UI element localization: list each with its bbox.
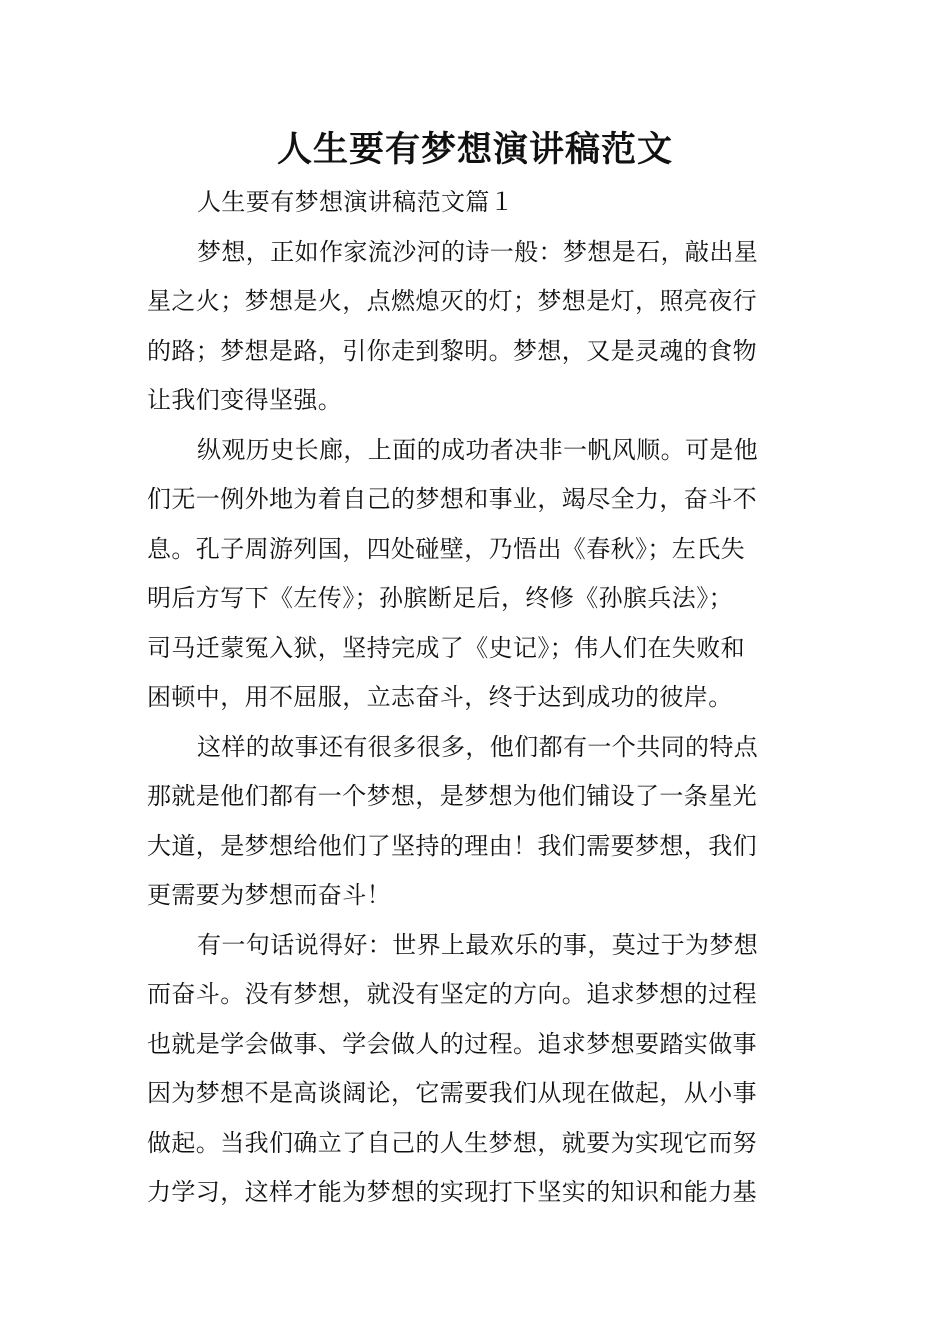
paragraph-line: 因为梦想不是高谈阔论，它需要我们从现在做起，从小事 [147,1079,757,1107]
paragraph-line: 们无一例外地为着自己的梦想和事业，竭尽全力，奋斗不 [147,485,757,513]
paragraph-line: 纵观历史长廊，上面的成功者决非一帆风顺。可是他 [197,435,759,464]
paragraph-line: 的路；梦想是路，引你走到黎明。梦想，又是灵魂的食物 [147,336,757,365]
paragraph-1 [147,228,809,426]
paragraph-line: 这样的故事还有很多很多，他们都有一个共同的特点 [197,732,759,761]
paragraph-line: 司马迁蒙冤入狱，坚持完成了《史记》；伟人们在失败和 [147,633,745,662]
paragraph-line: 而奋斗。没有梦想，就没有坚定的方向。追求梦想的过程 [147,980,757,1008]
paragraph-line: 息。孔子周游列国，四处碰壁，乃悟出《春秋》；左氏失 [147,534,745,563]
paragraph-line: 更需要为梦想而奋斗！ [147,881,391,909]
paragraph-line: 明后方写下《左传》；孙膑断足后，终修《孙膑兵法》； [147,584,733,612]
paragraph-2 [147,426,809,723]
paragraph-line: 有一句话说得好：世界上最欢乐的事，莫过于为梦想 [197,930,759,959]
paragraph-line: 那就是他们都有一个梦想，是梦想为他们铺设了一条星光 [147,782,757,810]
paragraph-4 [147,921,809,1218]
document-subtitle: 人生要有梦想演讲稿范文篇１ [197,188,515,216]
paragraph-3 [147,723,809,921]
paragraph-line: 力学习，这样才能为梦想的实现打下坚实的知识和能力基 [147,1178,757,1206]
paragraph-line: 梦想，正如作家流沙河的诗一般：梦想是石，敲出星 [197,237,759,266]
document-title: 人生要有梦想演讲稿范文 [276,130,673,170]
paragraph-line: 星之火；梦想是火，点燃熄灭的灯；梦想是灯，照亮夜行 [147,287,757,315]
paragraph-line: 也就是学会做事、学会做人的过程。追求梦想要踏实做事 [147,1029,757,1058]
document-body [147,178,809,1218]
paragraph-line: 做起。当我们确立了自己的人生梦想，就要为实现它而努 [147,1128,757,1157]
paragraph-line: 困顿中，用不屈服，立志奋斗，终于达到成功的彼岸。 [147,683,733,711]
paragraph-line: 大道，是梦想给他们了坚持的理由！我们需要梦想，我们 [147,831,757,860]
paragraph-line: 让我们变得坚强。 [147,386,343,414]
